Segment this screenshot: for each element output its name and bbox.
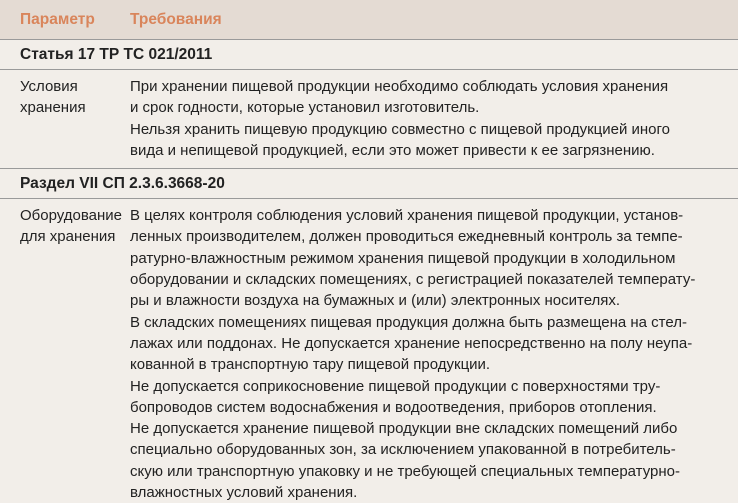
requirement-line: В целях контроля соблюдения условий хранения пищевой продукции, установ-: [130, 207, 684, 225]
requirement-line: влажностных условий хранения.: [130, 484, 358, 502]
section-title-sp: Раздел VII СП 2.3.6.3668-20: [0, 168, 738, 199]
param-line: Условия: [20, 78, 78, 95]
requirement-cell: [130, 205, 738, 503]
requirement-line: кованной в транспортную тару пищевой продукции.: [130, 356, 491, 374]
requirement-line: и срок годности, которые установил изготовитель.: [130, 99, 480, 117]
param-line: Оборудование: [20, 207, 123, 225]
requirement-line: оборудовании и складских помещениях, с регистрацией показателей температу-: [130, 271, 696, 289]
param-line: хранения: [20, 99, 86, 117]
table-header: [0, 0, 738, 39]
requirement-line: Нельзя хранить пищевую продукцию совместно с пищевой продукцией иного: [130, 120, 671, 138]
table-row-storage-conditions: [0, 70, 738, 168]
param-cell: [0, 205, 130, 503]
requirement-line: При хранении пищевой продукции необходимо соблюдать условия хранения: [130, 78, 669, 95]
param-line: для хранения: [20, 228, 116, 246]
requirement-line: ленных производителем, должен проводиться ежедневный контроль за темпе-: [130, 228, 683, 246]
table-row-storage-equipment: [0, 199, 738, 503]
requirement-line: В складских помещениях пищевая продукция должна быть размещена на стел-: [130, 313, 687, 331]
header-requirements: Требования: [130, 10, 222, 28]
requirement-line: бопроводов систем водоснабжения и водоотведения, приборов отопления.: [130, 398, 657, 416]
requirement-line: Не допускается соприкосновение пищевой продукции с поверхностями тру-: [130, 377, 661, 395]
param-cell: [0, 76, 130, 161]
requirement-line: лажах или поддонах. Не допускается хранение непосредственно на полу неупа-: [130, 334, 693, 352]
requirement-line: вида и непищевой продукцией, если это может привести к ее загрязнению.: [130, 141, 655, 159]
requirement-line: Не допускается хранение пищевой продукции вне складских помещений либо: [130, 420, 678, 438]
requirement-line: скую или транспортную упаковку и не требующей специальных температурно-: [130, 462, 681, 480]
requirement-line: ратурно-влажностным режимом хранения пищевой продукции в холодильном: [130, 249, 676, 267]
requirement-line: специально оборудованных зон, за исключением упакованной в потребитель-: [130, 441, 676, 459]
section-title-tr-ts: Статья 17 ТР ТС 021/2011: [0, 39, 738, 70]
header-param: Параметр: [20, 10, 95, 28]
requirement-line: ры и влажности воздуха на бумажных и (или) электронных носителях.: [130, 292, 621, 310]
requirement-cell: [130, 76, 738, 161]
